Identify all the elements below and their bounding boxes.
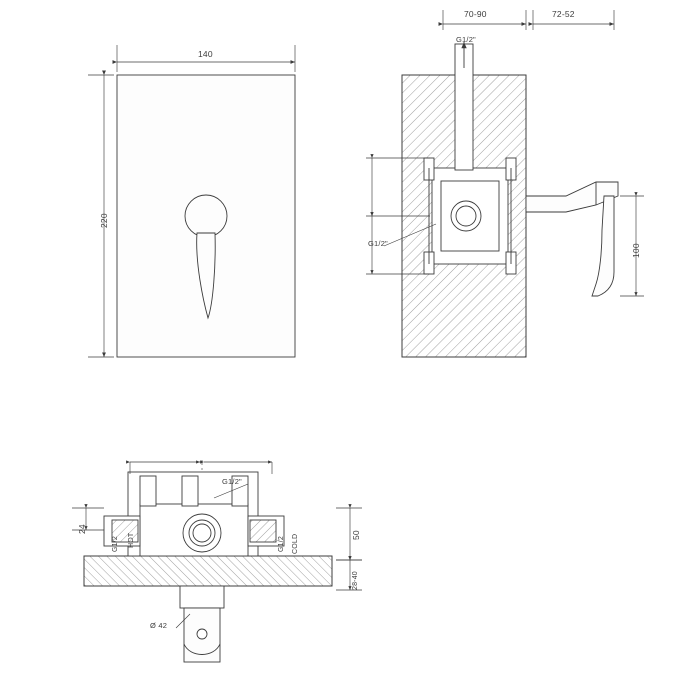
label-lever-length: 100 (631, 243, 641, 258)
label-hot-text: HOT (128, 532, 135, 548)
label-outlet-dia: Ø 42 (150, 621, 168, 630)
label-plate-height: 220 (99, 213, 109, 228)
label-height-50: 50 (351, 530, 361, 540)
label-wall-range: 70-90 (464, 9, 487, 19)
plan-section-geometry (84, 460, 332, 662)
label-plate-width: 140 (198, 49, 213, 59)
label-inlet-side: G1/2" (368, 239, 388, 248)
side-section-geometry (402, 44, 618, 357)
front-view-plate-geometry (117, 75, 295, 357)
label-flange-28-40: 28-40 (352, 571, 359, 590)
label-cold-text: COLD (292, 533, 299, 554)
label-offset-24: 24 (77, 524, 87, 534)
label-inlet-top: G1/2" (456, 35, 476, 44)
label-body-range: 72-52 (552, 9, 575, 19)
label-hot-port: G1/2 (112, 536, 119, 552)
label-center-port: G1/2" (222, 477, 242, 486)
label-cold-port: G1/2 (278, 536, 285, 552)
